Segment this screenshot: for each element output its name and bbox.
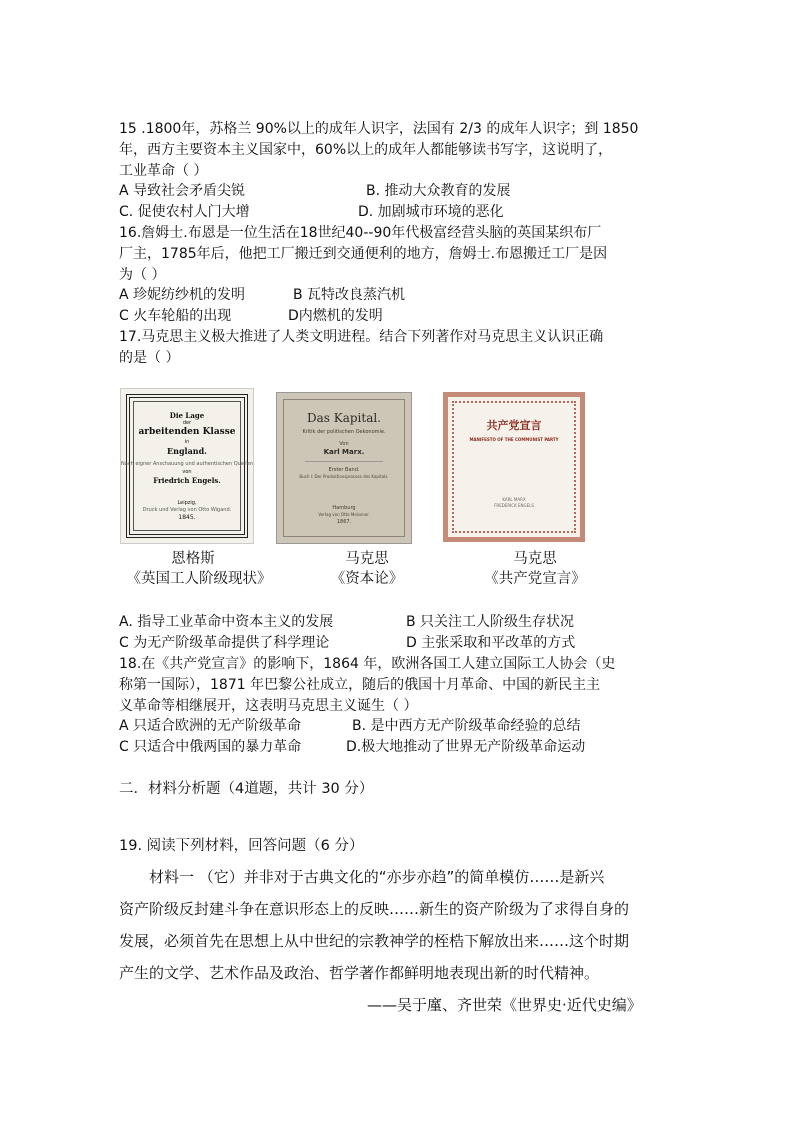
q18-option-b: B. 是中西方无产阶级革命经验的总结 [352, 718, 581, 734]
q19-material-line-3: 发展，必须首先在思想上从中世纪的宗教神学的桎梏下解放出来……这个时期 [119, 932, 630, 950]
cover-text: 共产党宣言 [486, 419, 542, 432]
cover-text: Das Kapital. [306, 411, 381, 425]
cover-text: arbeitenden Klasse [138, 427, 236, 437]
q19-heading: 19. 阅读下列材料，回答问题（6 分） [119, 838, 364, 854]
cover-text: Hamburg [332, 505, 356, 511]
cover-text: Erster Band. [328, 467, 360, 473]
section-2-heading: 二．材料分析题（4道题，共计 30 分） [119, 781, 374, 797]
q17-stem-line-1: 17.马克思主义极大推进了人类文明进程。结合下列著作对马克思主义认识正确 [119, 329, 604, 345]
q18-stem-line-1: 18.在《共产党宣言》的影响下，1864 年，欧洲各国工人建立国际工人协会（史 [119, 656, 616, 672]
q19-material-line-1: 材料一 （它）并非对于古典文化的“亦步亦趋”的简单模仿……是新兴 [149, 868, 605, 886]
book-cover-communist-manifesto [443, 392, 585, 542]
q18-option-a: A 只适合欧洲的无产阶级革命 [119, 718, 302, 734]
q15-option-d: D. 加剧城市环境的恶化 [358, 204, 504, 220]
cover-text: KARL MARX [502, 497, 526, 502]
cover-text: Druck und Verlag von Otto Wigand. [142, 507, 232, 513]
book-title-engels: 《英国工人阶级现状》 [126, 571, 272, 587]
cover-text: Leipzig, [177, 500, 197, 506]
q15-stem-line-3: 工业革命（ ） [119, 163, 208, 179]
q18-stem-line-3: 义革命等相继展开，这表明马克思主义诞生（ ） [119, 698, 418, 714]
q16-stem-line-1: 16.詹姆士.布恩是一位生活在18世纪40--90年代极富经营头脑的英国某织布厂 [119, 225, 602, 241]
book-cover-das-kapital [276, 392, 412, 544]
q16-stem-line-2: 厂主，1785年后，他把工厂搬迁到交通便利的地方，詹姆士.布恩搬迁工厂是因 [119, 246, 608, 262]
cover-text: Karl Marx. [323, 448, 365, 456]
q17-option-c: C 为无产阶级革命提供了科学理论 [119, 635, 330, 651]
q16-option-c: C 火车轮船的出现 [119, 308, 232, 324]
q15-stem-line-1: 15 .1800年，苏格兰 90%以上的成年人识字，法国有 2/3 的成年人识字；到 1850 [119, 121, 639, 137]
q17-option-d: D 主张采取和平改革的方式 [406, 635, 576, 651]
q18-option-c: C 只适合中俄两国的暴力革命 [119, 739, 302, 755]
cover-text: MANIFESTO OF THE COMMUNIST PARTY [469, 437, 559, 442]
cover-rule [305, 461, 383, 462]
book-author-marx: 马克思 [345, 551, 389, 567]
q15-option-c: C. 促使农村人门大增 [119, 204, 250, 220]
book-title-manifesto: 《共产党宣言》 [484, 571, 586, 587]
book-title-das-kapital: 《资本论》 [330, 571, 404, 587]
q17-option-a: A. 指导工业革命中资本主义的发展 [119, 614, 334, 630]
cover-text: der [182, 420, 192, 426]
q19-material-line-2: 资产阶级反封建斗争在意识形态上的反映……新生的资产阶级为了求得自身的 [119, 900, 630, 918]
cover-text: Buch I: Der Produktionsprocess des Kapitals. [299, 474, 389, 479]
book-author-engels: 恩格斯 [171, 551, 215, 567]
q15-option-a: A 导致社会矛盾尖锐 [119, 183, 246, 199]
cover-text: Verlag von Otto Meissner. [318, 512, 370, 517]
q17-stem-line-2: 的是（ ） [119, 350, 180, 366]
book-cover-engels [120, 388, 254, 544]
q16-option-a: A 珍妮纺纱机的发明 [119, 287, 246, 303]
q16-option-d: D内燃机的发明 [288, 308, 383, 324]
cover-text: Kritik der politischen Oekonomie. [302, 429, 386, 435]
cover-text: von [182, 469, 192, 475]
q16-stem-line-3: 为（ ） [119, 267, 166, 283]
cover-text: 1867. [336, 519, 352, 525]
q18-stem-line-2: 称第一国际），1871 年巴黎公社成立，随后的俄国十月革命、中国的新民主主 [119, 677, 601, 693]
cover-text: England. [167, 446, 207, 456]
q19-source: ——吴于廑、齐世荣《世界史·近代史编》 [367, 996, 642, 1014]
cover-text: Die Lage [169, 411, 205, 420]
q19-material-line-4: 产生的文学、艺术作品及政治、哲学著作都鲜明地表现出新的时代精神。 [119, 964, 600, 982]
q17-option-b: B 只关注工人阶级生存状况 [406, 614, 575, 630]
q16-option-b: B 瓦特改良蒸汽机 [293, 287, 406, 303]
cover-text: Von [339, 441, 349, 447]
cover-text: Friedrich Engels. [153, 476, 221, 485]
cover-text: FREDERICK ENGELS [494, 503, 534, 508]
cover-text: in [184, 439, 190, 445]
cover-text: 1845. [178, 514, 196, 521]
book-author-marx-manifesto: 马克思 [513, 551, 557, 567]
q15-stem-line-2: 年，西方主要资本主义国家中，60%以上的成年人都能够读书写字，这说明了， [119, 142, 613, 158]
q18-option-d: D.极大地推动了世界无产阶级革命运动 [346, 739, 586, 755]
cover-text: Nach eigner Anschauung und authentischen Quellen [121, 461, 253, 467]
q15-option-b: B. 推动大众教育的发展 [366, 183, 511, 199]
